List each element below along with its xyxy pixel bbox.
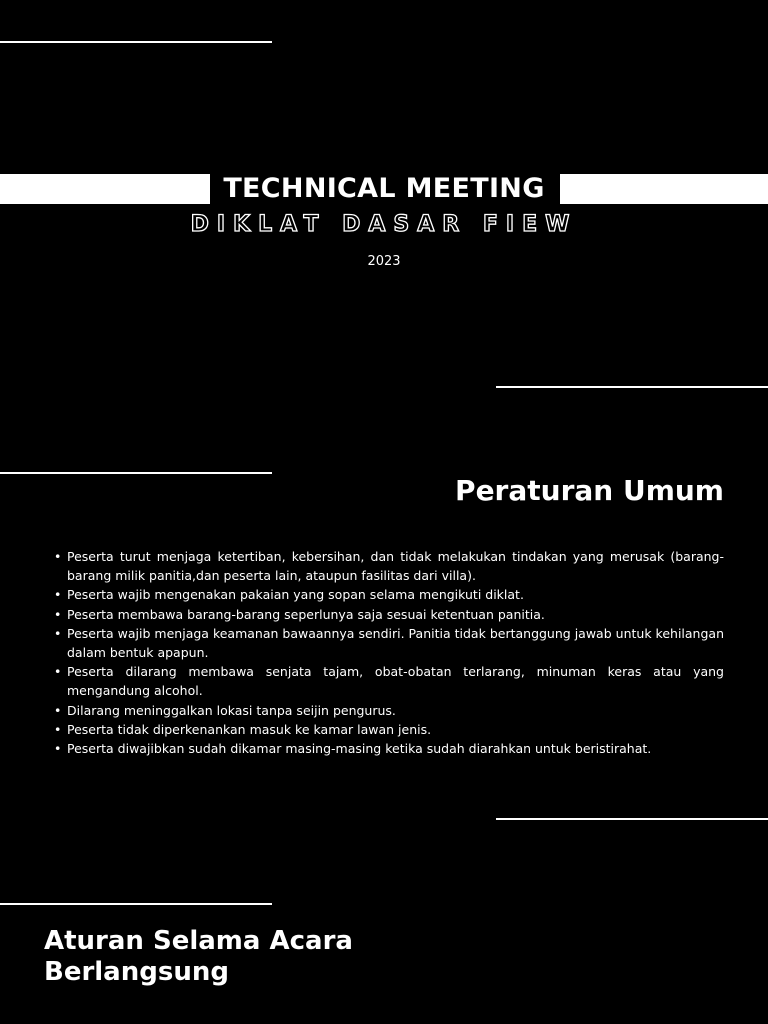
rule-text: Peserta membawa barang-barang seperlunya saja sesuai ketentuan panitia.: [67, 606, 545, 622]
bullet-icon: •: [54, 741, 62, 757]
list-item: [48, 547, 724, 585]
event-year: 2023: [367, 254, 401, 269]
bullet-icon: •: [54, 721, 62, 737]
rule-text: Peserta wajib mengenakan pakaian yang sopan selama mengikuti diklat.: [67, 587, 524, 603]
divider-bottom-left: [0, 903, 272, 905]
bullet-icon: •: [54, 664, 62, 680]
page-subtitle: DIKLAT DASAR FIEW: [190, 212, 578, 237]
divider-top-left: [0, 41, 272, 43]
list-item: [48, 701, 724, 720]
rule-text: Peserta turut menjaga ketertiban, kebersihan, dan tidak melakukan tindakan yang merusak (barang-barang milik panitia,dan peserta lain, ataupun fasilitas dari villa).: [67, 549, 724, 584]
general-rules-heading: Peraturan Umum: [455, 474, 724, 507]
event-rules-heading-line2: Berlangsung: [44, 957, 229, 987]
list-item: [48, 662, 724, 700]
bullet-icon: •: [54, 606, 62, 622]
divider-mid-left: [0, 472, 272, 474]
rule-text: Peserta wajib menjaga keamanan bawaannya sendiri. Panitia tidak bertanggung jawab untuk kehilangan dalam bentuk apapun.: [67, 625, 724, 661]
bullet-icon: •: [54, 549, 62, 564]
title-wrap: [0, 168, 768, 210]
bullet-icon: •: [54, 587, 62, 603]
list-item: [48, 585, 724, 604]
list-item: [48, 605, 724, 624]
bullet-icon: •: [54, 702, 62, 718]
divider-lower-right: [496, 818, 768, 820]
divider-mid-right: [496, 386, 768, 388]
page-title: TECHNICAL MEETING: [215, 168, 552, 210]
rule-text: Peserta tidak diperkenankan masuk ke kamar lawan jenis.: [67, 721, 432, 737]
list-item: [48, 720, 724, 739]
rule-text: Peserta dilarang membawa senjata tajam, obat-obatan terlarang, minuman keras atau yang mengandung alcohol.: [67, 664, 724, 699]
rule-text: Dilarang meninggalkan lokasi tanpa seijin pengurus.: [67, 702, 396, 718]
list-item: [48, 624, 724, 662]
event-rules-heading-line1: Aturan Selama Acara: [44, 926, 353, 956]
list-item: [48, 739, 724, 758]
general-rules-list: [48, 547, 724, 758]
bullet-icon: •: [54, 625, 62, 641]
event-rules-heading: [44, 926, 444, 988]
rule-text: Peserta diwajibkan sudah dikamar masing-masing ketika sudah diarahkan untuk beristirahat.: [67, 741, 652, 757]
